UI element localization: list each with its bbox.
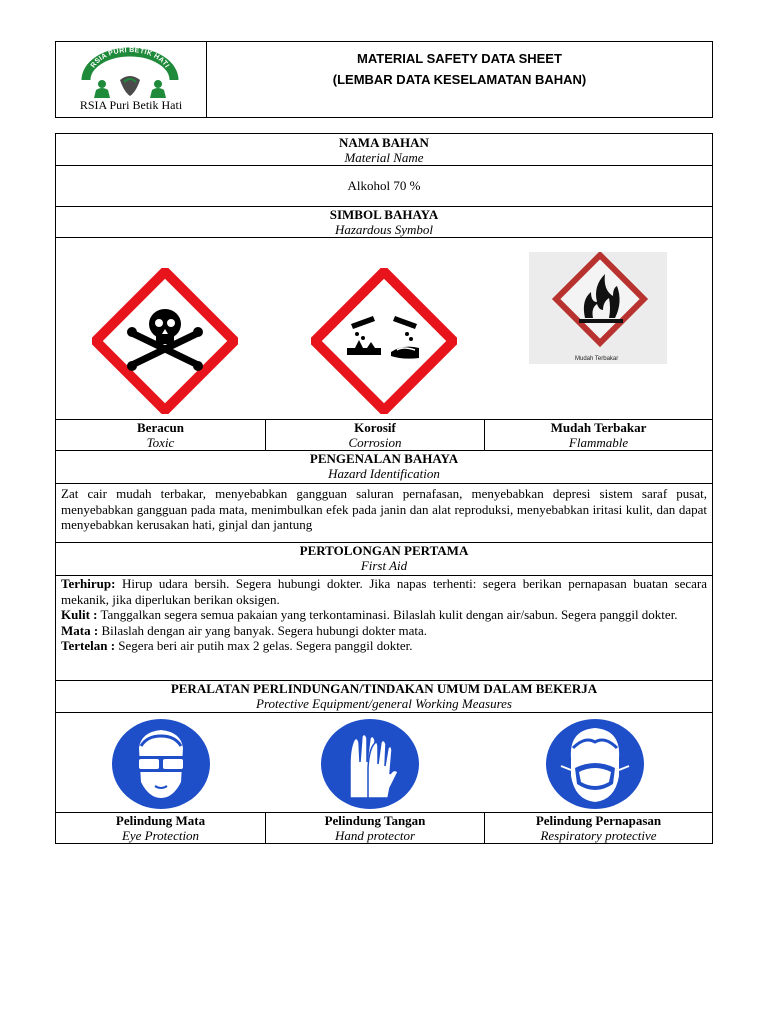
first-aid-item-label: Tertelan :	[61, 638, 116, 653]
document-header	[55, 41, 713, 118]
ppe-labels-row	[56, 813, 712, 843]
material-name-value: Alkohol 70 %	[347, 178, 421, 193]
hazard-symbol-heading-en: Hazardous Symbol	[334, 222, 434, 237]
hazard-label: Beracun	[137, 420, 184, 435]
hazard-id-heading-en: Hazard Identification	[328, 466, 440, 481]
hazard-label: Mudah Terbakar	[550, 420, 647, 435]
title-line-1: MATERIAL SAFETY DATA SHEET	[357, 51, 562, 66]
first-aid-item-skin	[61, 607, 707, 623]
first-aid-heading: PERTOLONGAN PERTAMA	[299, 543, 469, 558]
ppe-label-hand	[266, 813, 485, 843]
ppe-label-en: Hand protector	[334, 828, 416, 843]
first-aid-item-text: Segera beri air putih max 2 gelas. Segera panggil dokter.	[115, 638, 413, 653]
ppe-label-respiratory	[485, 813, 712, 843]
first-aid-item-inhaled	[61, 576, 707, 607]
first-aid-row	[56, 576, 712, 681]
ppe-heading: PERALATAN PERLINDUNGAN/TINDAKAN UMUM DALAM BEKERJA	[170, 681, 598, 696]
first-aid-header	[56, 543, 712, 576]
ppe-label: Pelindung Pernapasan	[535, 813, 662, 828]
material-name-row	[56, 166, 712, 207]
hazard-symbol-heading: SIMBOL BAHAYA	[329, 207, 439, 222]
first-aid-item-label: Kulit :	[61, 607, 98, 622]
respirator-mask-icon	[545, 718, 645, 810]
ppe-label-eye	[56, 813, 266, 843]
hazard-label-en: Flammable	[568, 435, 629, 450]
ppe-label-en: Respiratory protective	[540, 828, 657, 843]
hazard-id-header	[56, 451, 712, 484]
first-aid-item-eye	[61, 623, 707, 639]
hazard-symbols-row	[56, 238, 712, 420]
hazard-id-row	[56, 484, 712, 543]
corrosion-icon	[311, 268, 457, 414]
material-name-heading: NAMA BAHAN	[339, 135, 429, 150]
hazard-id-text: Zat cair mudah terbakar, menyebabkan gangguan saluran pernafasan, menyebabkan depresi sistem saraf pusat, menyebabkan gangguan pada mata, menimbulkan efek pada janin dan alat reproduksi, menyebabkan iritasi kulit, dan dapat menyebabkan kerusakan hati, ginjal dan jantung	[61, 486, 707, 532]
first-aid-text	[56, 576, 712, 658]
ppe-label: Pelindung Tangan	[324, 813, 426, 828]
ppe-heading-en: Protective Equipment/general Working Measures	[256, 696, 512, 711]
ppe-symbols-row	[56, 713, 712, 813]
first-aid-item-text: Hirup udara bersih. Segera hubungi dokter. Jika napas terhenti: segera berikan pernapasan buatan secara mekanik, jika diperlukan berikan oksigen.	[61, 576, 707, 607]
ppe-label-en: Eye Protection	[121, 828, 200, 843]
first-aid-item-text: Tanggalkan segera semua pakaian yang terkontaminasi. Bilaslah kulit dengan air/sabun. Segera panggil dokter.	[97, 607, 678, 622]
material-name-header	[56, 134, 712, 166]
hazard-label-flammable	[485, 420, 712, 450]
logo-cell	[56, 42, 207, 117]
first-aid-item-text: Bilaslah dengan air yang banyak. Segera hubungi dokter mata.	[98, 622, 428, 638]
document-title	[207, 42, 712, 117]
hazard-label-toxic	[56, 420, 266, 450]
title-line-2: (LEMBAR DATA KESELAMATAN BAHAN)	[332, 72, 587, 87]
first-aid-heading-en: First Aid	[360, 558, 408, 573]
material-name-heading-en: Material Name	[344, 150, 424, 165]
hazard-labels-row	[56, 420, 712, 451]
ppe-label: Pelindung Mata	[115, 813, 206, 828]
hazard-label-corrosion	[266, 420, 485, 450]
org-name: RSIA Puri Betik Hati	[79, 98, 183, 112]
goggles-icon	[111, 718, 211, 810]
hazard-symbol-header	[56, 207, 712, 238]
hazard-label-en: Toxic	[146, 435, 175, 450]
hazard-label-en: Corrosion	[348, 435, 402, 450]
skull-crossbones-icon	[92, 268, 238, 414]
flammable-photo-caption: Mudah Terbakar	[575, 356, 619, 362]
flame-icon	[529, 252, 667, 364]
hazard-label: Korosif	[354, 420, 396, 435]
first-aid-item-label: Mata :	[61, 622, 99, 638]
hospital-logo	[80, 46, 180, 102]
ppe-header	[56, 681, 712, 713]
hazard-id-heading: PENGENALAN BAHAYA	[309, 451, 459, 466]
first-aid-item-ingested	[61, 638, 707, 654]
msds-table	[55, 133, 713, 844]
flammable-photo	[529, 252, 667, 364]
gloves-icon	[320, 718, 420, 810]
svg-text:RSIA PURI BETIK HATI: RSIA PURI BETIK HATI	[89, 46, 171, 70]
first-aid-item-label: Terhirup:	[61, 576, 116, 591]
